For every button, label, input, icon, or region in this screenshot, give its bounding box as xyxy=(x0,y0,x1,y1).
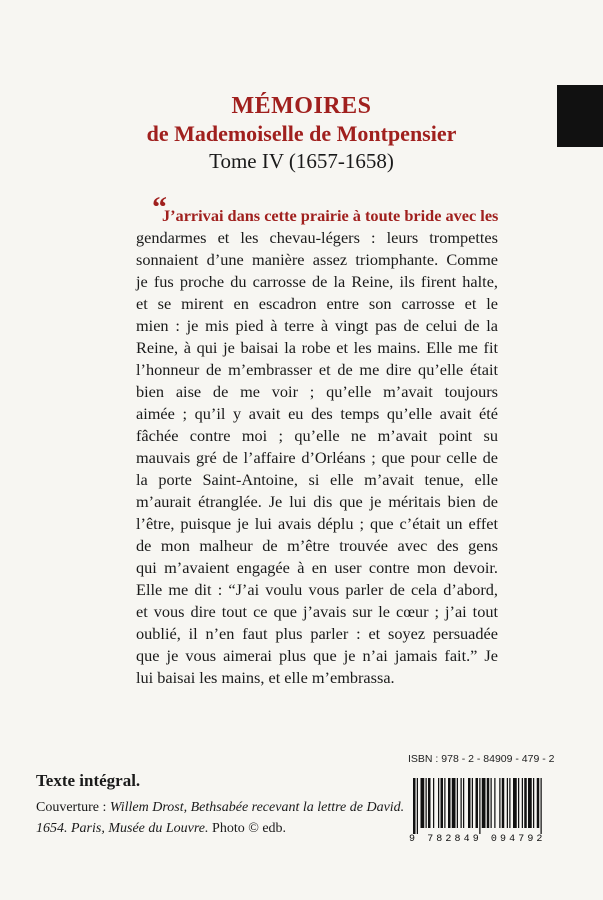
isbn-label: ISBN : 978 - 2 - 84909 - 479 - 2 xyxy=(408,753,555,765)
barcode-bar xyxy=(487,778,490,828)
barcode-bar xyxy=(502,778,505,828)
barcode-bar xyxy=(472,778,473,828)
quote-line: lui baisai les mains, et elle m’embrassa. xyxy=(136,668,395,687)
barcode-bar xyxy=(482,778,486,828)
barcode-icon xyxy=(411,778,594,834)
title-block xyxy=(0,92,603,174)
cover-credit: Couverture : Willem Drost, Bethsabée recevant la lettre de David. 1654. Paris, Musée du Louvre. Photo © edb. xyxy=(36,800,405,836)
barcode-bar xyxy=(441,778,444,828)
quote-line: J’arrivai dans cette prairie à toute bride avec les xyxy=(162,206,499,225)
barcode-bar xyxy=(438,778,439,828)
barcode-bar xyxy=(413,778,416,834)
barcode-bar xyxy=(524,778,527,828)
barcode-bar xyxy=(428,778,431,828)
barcode-bar xyxy=(448,778,451,828)
quote-line: m’aurait étranglée. Je lui dis que je méritais bien de xyxy=(136,492,498,511)
barcode-bar xyxy=(537,778,540,828)
quote-line: mien : je mis pied à terre à vingt pas de celui de la xyxy=(136,316,498,335)
barcode-bar xyxy=(509,778,510,828)
barcode-bar xyxy=(421,778,425,828)
book-volume: Tome IV (1657-1658) xyxy=(209,149,394,173)
footer xyxy=(36,770,406,839)
footer-title: Texte intégral. xyxy=(36,771,141,790)
quote-line: qui m’avaient engagée à en user contre mon devoir. xyxy=(136,558,498,577)
quote-line: l’honneur de m’embrasser et de me dire qu’elle était xyxy=(136,360,498,379)
quote-line: gendarmes et les chevau-légers : leurs trompettes xyxy=(136,228,498,247)
barcode-bar xyxy=(461,778,462,828)
quote-line: bien aise de me voir ; qu’elle m’avait toujours xyxy=(136,382,498,401)
barcode-bar xyxy=(494,778,495,828)
quote-line: l’être, puisque je lui avais déplu ; que c’était un effet xyxy=(136,514,498,533)
quote-text xyxy=(136,205,498,689)
barcode-bar xyxy=(499,778,500,828)
barcode-bar xyxy=(452,778,456,828)
book-title: MÉMOIRES xyxy=(231,93,372,119)
quote-line: mauvais gré de l’affaire d’Orléans ; que pour celle de xyxy=(136,448,498,467)
quote-line: oublié, il n’en faut plus parler : et soyez persuadée xyxy=(136,624,498,643)
barcode-bar xyxy=(468,778,471,828)
quote-line: Elle me dit : “J’ai voulu vous parler de cela d’abord, xyxy=(136,580,498,599)
quote-line: la porte Saint-Antoine, si elle m’avait tenue, elle xyxy=(136,470,498,489)
quote-open-mark: “ xyxy=(152,191,167,224)
barcode-bar xyxy=(433,778,434,828)
quote-line: sonnaient d’une manière assez triomphante. Comme xyxy=(136,250,498,269)
quote-line: que je vous aimerai plus que je n’ai jamais fait.” Je xyxy=(136,646,498,665)
barcode-bar xyxy=(476,778,479,828)
barcode-bar xyxy=(444,778,445,828)
book-subtitle: de Mademoiselle de Montpensier xyxy=(146,121,457,146)
barcode-bar xyxy=(491,778,492,828)
barcode-bar xyxy=(528,778,532,828)
barcode-bar xyxy=(463,778,464,828)
barcode-bar xyxy=(417,778,418,834)
barcode-bar xyxy=(457,778,458,828)
barcode-bar xyxy=(507,778,508,828)
quote-line: Reine, à qui je baisai la robe et les mains. Elle me fit xyxy=(136,338,498,357)
barcode-bar xyxy=(513,778,517,828)
quote-line: de mon malheur de m’être trouvée avec des gens xyxy=(136,536,498,555)
quote-line: et se mirent en escadron entre son carrosse et le xyxy=(136,294,498,313)
barcode-digits: 9 782849 094792 xyxy=(409,834,546,845)
barcode-bar xyxy=(522,778,523,828)
quote-line: fâchée contre moi ; qu’elle ne m’avait point su xyxy=(136,426,498,445)
barcode-bar xyxy=(541,778,542,834)
quote-line: je fus proche du carrosse de la Reine, ils firent halte, xyxy=(136,272,498,291)
quote-line: aimée ; qu’il y avait eu des temps qu’elle avait été xyxy=(136,404,498,423)
barcode-bar xyxy=(426,778,427,828)
barcode-bar xyxy=(518,778,519,828)
quote-line: et vous dire tout ce que j’avais sur le cœur ; j’ai tout xyxy=(136,602,498,621)
barcode-bar xyxy=(479,778,480,834)
barcode-bar xyxy=(533,778,534,828)
